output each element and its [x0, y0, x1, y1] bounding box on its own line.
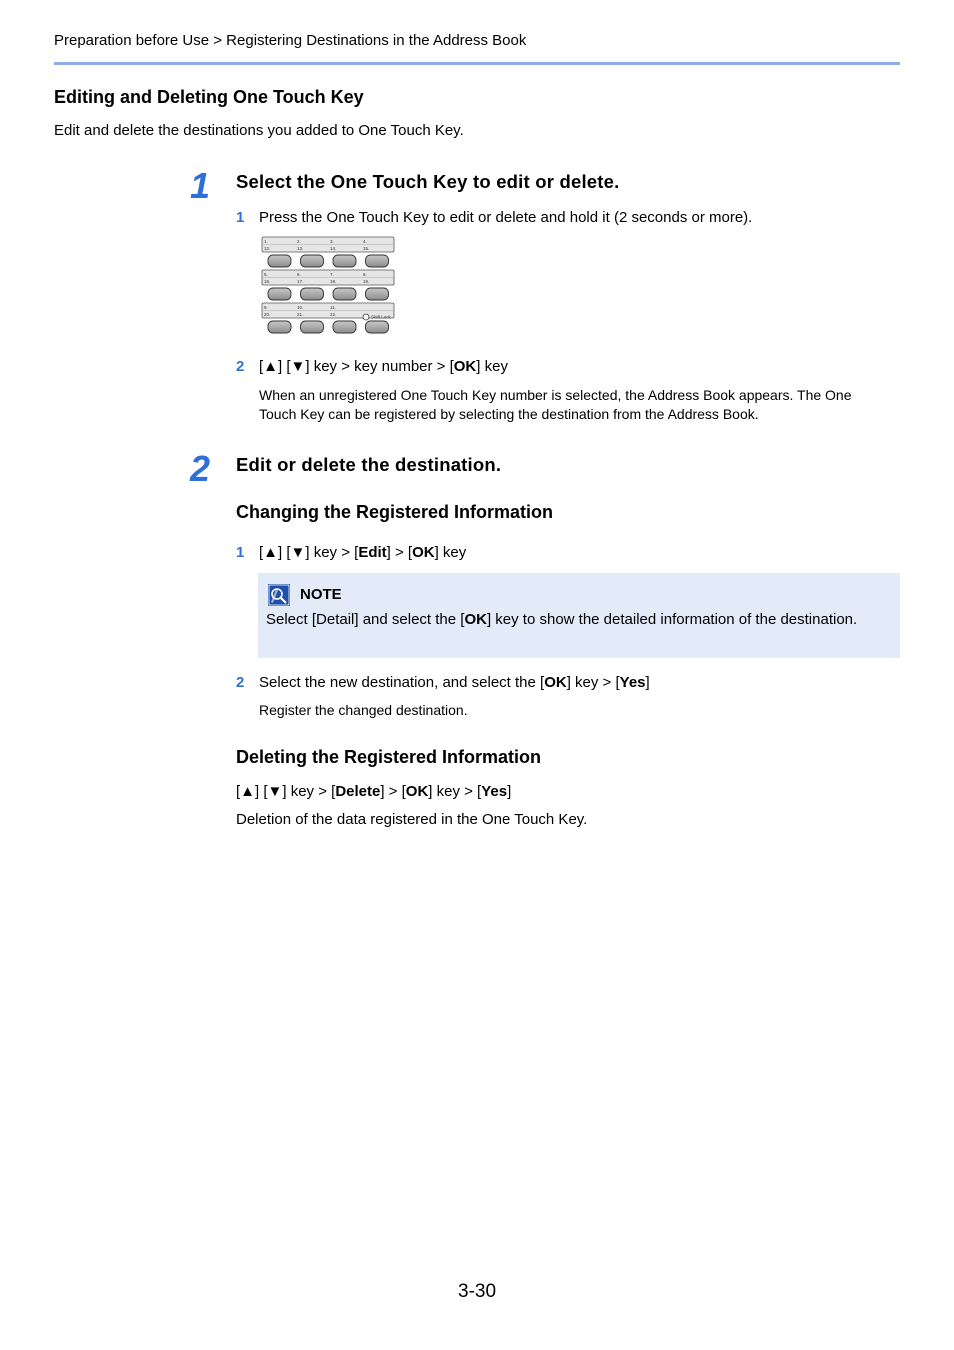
key-number-label: 9.	[264, 305, 268, 310]
note-title: NOTE	[300, 586, 342, 603]
one-touch-key	[333, 288, 356, 300]
key-number-label: 22.	[330, 312, 337, 317]
one-touch-key	[268, 255, 291, 267]
note-icon	[268, 584, 290, 606]
key-number-label: 8.	[363, 272, 367, 277]
one-touch-key	[333, 321, 356, 333]
key-number-label: 18.	[330, 279, 337, 284]
substep-number: 1	[236, 544, 245, 561]
key-number-label: 1.	[264, 239, 268, 244]
substep-note: Register the changed destination.	[259, 702, 468, 718]
substep-text: Select the new destination, and select the [OK] key > [Yes]	[259, 674, 650, 691]
note-box	[258, 573, 900, 658]
key-number-label: 2.	[297, 239, 301, 244]
delete-description: Deletion of the data registered in the One Touch Key.	[236, 811, 588, 828]
shift-lock-indicator	[363, 314, 369, 320]
key-number-label: 16.	[264, 279, 271, 284]
substep-number: 2	[236, 674, 245, 691]
step-title-2: Edit or delete the destination.	[236, 454, 502, 475]
key-number-label: 20.	[264, 312, 271, 317]
substep-text: [▲] [▼] key > [Edit] > [OK] key	[259, 544, 467, 561]
substep-text: [▲] [▼] key > key number > [OK] key	[259, 358, 508, 375]
substep-number: 1	[236, 209, 245, 226]
breadcrumb: Preparation before Use > Registering Destinations in the Address Book	[54, 32, 527, 49]
one-touch-key	[366, 288, 389, 300]
key-number-label: 15.	[363, 246, 370, 251]
section-intro: Edit and delete the destinations you added to One Touch Key.	[54, 122, 464, 139]
key-number-label: 3.	[330, 239, 334, 244]
one-touch-key	[268, 321, 291, 333]
key-number-label: 7.	[330, 272, 334, 277]
substep-number: 2	[236, 358, 245, 375]
one-touch-key	[366, 255, 389, 267]
one-touch-keypad-illustration	[261, 236, 401, 338]
key-number-label: 11.	[330, 305, 336, 310]
subsection-heading-change: Changing the Registered Information	[236, 502, 554, 522]
key-number-label: 19.	[363, 279, 370, 284]
one-touch-key	[301, 255, 324, 267]
step-title-1: Select the One Touch Key to edit or delete.	[236, 171, 620, 192]
key-number-label: 14.	[330, 246, 337, 251]
key-number-label: 4.	[363, 239, 367, 244]
one-touch-key	[366, 321, 389, 333]
key-number-label: 5.	[264, 272, 268, 277]
note-text: Select [Detail] and select the [OK] key to show the detailed information of the destination.	[266, 611, 858, 628]
substep-note: When an unregistered One Touch Key number is selected, the Address Book appears. The One Touch Key can be registered by selecting the destination from the Address Book.	[259, 387, 852, 422]
one-touch-key	[333, 255, 356, 267]
substep-text: Press the One Touch Key to edit or delete and hold it (2 seconds or more).	[259, 209, 753, 226]
section-title: Editing and Deleting One Touch Key	[54, 87, 364, 107]
shift-lock-label: Shift Lock	[371, 314, 391, 320]
subsection-heading-delete: Deleting the Registered Information	[236, 747, 542, 767]
step-number-1: 1	[190, 165, 211, 206]
key-number-label: 21.	[297, 312, 304, 317]
one-touch-key	[301, 321, 324, 333]
key-number-label: 6.	[297, 272, 301, 277]
one-touch-key	[268, 288, 291, 300]
key-number-label: 13.	[297, 246, 304, 251]
key-number-label: 12.	[264, 246, 271, 251]
step-number-2: 2	[190, 448, 211, 489]
header-rule	[54, 62, 900, 65]
key-number-label: 10.	[297, 305, 304, 310]
page-number: 3-30	[458, 1281, 497, 1302]
one-touch-key	[301, 288, 324, 300]
key-number-label: 17.	[297, 279, 304, 284]
delete-instruction: [▲] [▼] key > [Delete] > [OK] key > [Yes]	[236, 783, 512, 800]
